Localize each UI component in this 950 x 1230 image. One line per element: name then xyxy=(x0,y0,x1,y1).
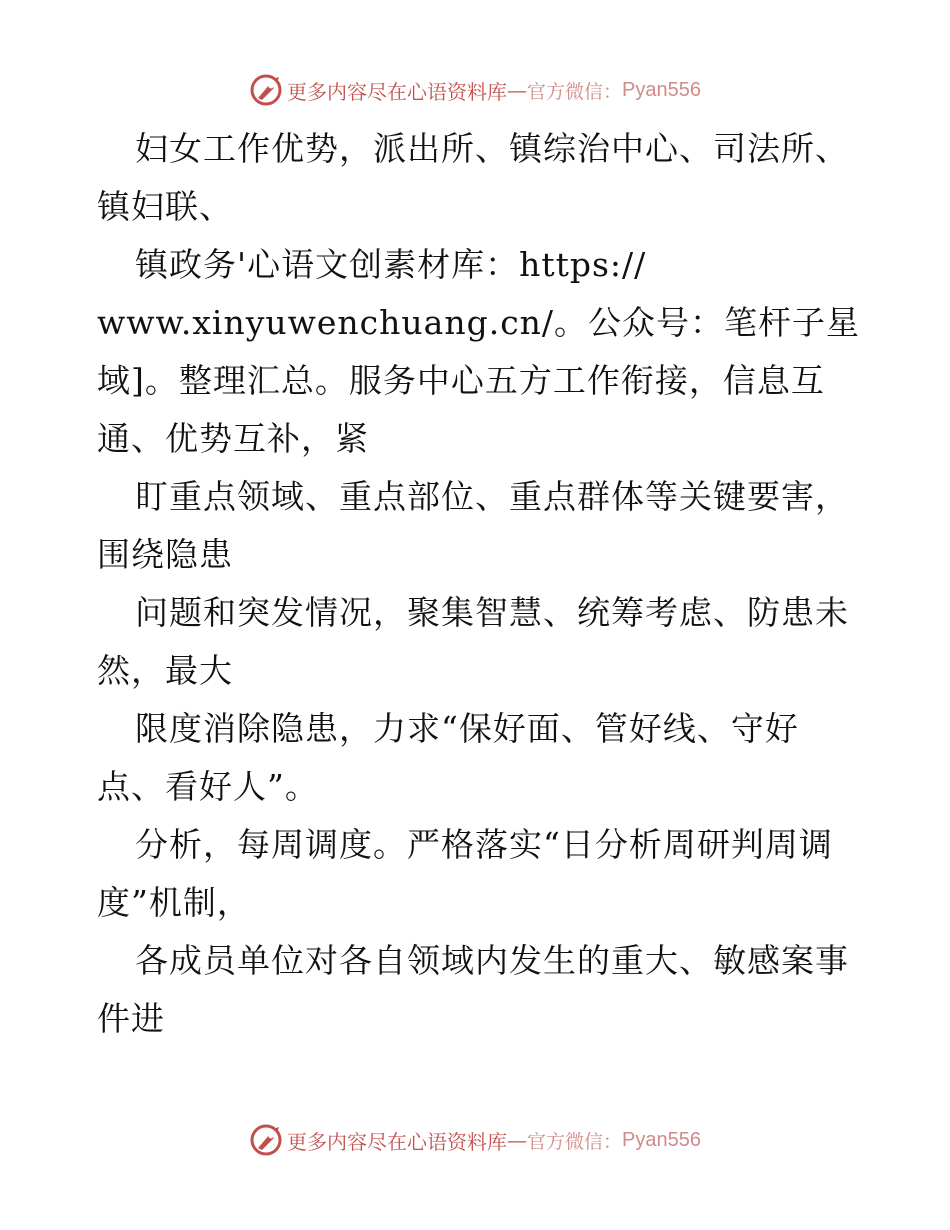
footer-wechat-label: 官方微信： xyxy=(527,1130,623,1153)
body-line: 件进 xyxy=(97,999,165,1038)
pen-nib-logo-icon xyxy=(249,73,283,107)
footer-dash: — xyxy=(507,1128,527,1152)
page-footer xyxy=(0,1120,950,1160)
body-line: 妇女工作优势，派出所、镇综治中心、司法所、 xyxy=(135,129,849,168)
body-line: 围绕隐患 xyxy=(97,535,233,574)
body-line: 镇妇联、 xyxy=(97,187,233,226)
body-line: 然，最大 xyxy=(97,651,233,690)
document-body xyxy=(97,120,861,1048)
pen-nib-logo-icon xyxy=(249,1123,283,1157)
header-brand-text: 更多内容尽在心语资料库 xyxy=(287,79,507,104)
body-line: 分析，每周调度。严格落实“日分析周研判周调 xyxy=(135,825,833,864)
body-line: 镇政务'心语文创素材库：https:// xyxy=(135,245,647,284)
body-line: 各成员单位对各自领域内发生的重大、敏感案事 xyxy=(135,941,849,980)
header-dash: — xyxy=(507,78,527,102)
header-wechat-label: 官方微信： xyxy=(527,80,623,103)
footer-wechat-id: Pyan556 xyxy=(622,1128,701,1151)
body-line: 度”机制， xyxy=(97,883,251,922)
body-line: 通、优势互补，紧 xyxy=(97,419,369,458)
footer-brand-text: 更多内容尽在心语资料库 xyxy=(287,1129,507,1154)
body-line: 限度消除隐患，力求“保好面、管好线、守好 xyxy=(135,709,799,748)
page-header xyxy=(0,70,950,110)
body-line: 域]。整理汇总。服务中心五方工作衔接，信息互 xyxy=(97,361,825,400)
body-line: 盯重点领域、重点部位、重点群体等关键要害， xyxy=(135,477,849,516)
body-line: 点、看好人”。 xyxy=(97,767,319,806)
body-line: 问题和突发情况，聚集智慧、统筹考虑、防患未 xyxy=(135,593,849,632)
header-wechat-id: Pyan556 xyxy=(622,78,701,101)
body-line: www.xinyuwenchuang.cn/。公众号：笔杆子星 xyxy=(97,303,861,342)
